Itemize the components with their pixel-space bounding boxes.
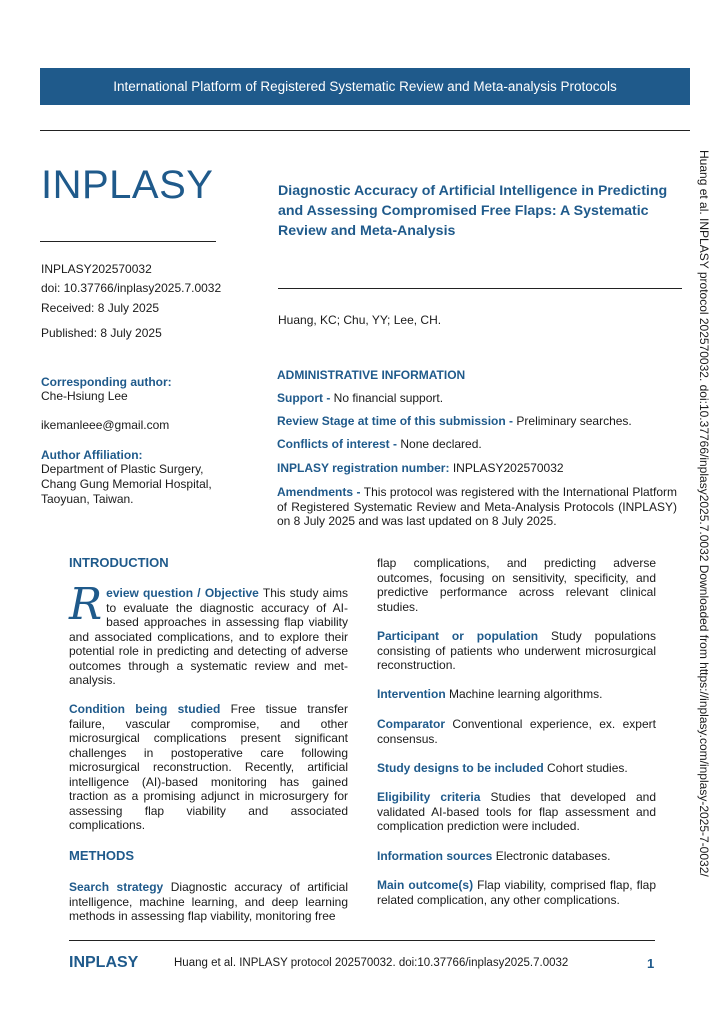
- conflicts-label: Conflicts of interest -: [277, 437, 398, 451]
- eligibility-text: Studies that developed and validated AI-based tools for flap assessment and complication prediction were included.: [377, 790, 656, 833]
- support-label: Support -: [277, 391, 331, 405]
- search-strategy-paragraph: [69, 880, 348, 924]
- information-sources-paragraph: [377, 849, 656, 864]
- affiliation-line: Department of Plastic Surgery,: [41, 462, 204, 476]
- intervention-label: Intervention: [377, 687, 446, 701]
- registration-number-label: INPLASY registration number:: [277, 461, 450, 475]
- condition-text: Free tissue transfer failure, vascular compromise, and other microsurgical complications present significant challenges in postoperative care following microsurgical reconstruction. Recently, artificial intelligence (AI)-based monitoring has gained traction as a promising adjunct in microsurgery for assessing flap viability and associated complications.: [69, 702, 348, 832]
- main-outcomes-text: Flap viability, comprised flap, flap related complication, any other complications.: [377, 878, 657, 907]
- study-designs-label: Study designs to be included: [377, 761, 544, 775]
- comparator-text: Conventional experience, ex. expert consensus.: [377, 717, 656, 746]
- search-strategy-continued: flap complications, and predicting adverse outcomes, focusing on sensitivity, specificity, and predictive performance across relevant clinical studies.: [377, 556, 656, 614]
- eligibility-label: Eligibility criteria: [377, 790, 481, 804]
- main-outcomes-paragraph: [377, 878, 656, 907]
- study-designs-text: Cohort studies.: [543, 761, 628, 775]
- affiliation-heading: Author Affiliation:: [41, 448, 143, 462]
- header-banner: [40, 68, 690, 105]
- participant-text: Study populations consisting of patients who underwent microsurgical reconstruction.: [377, 629, 656, 672]
- comparator-paragraph: [377, 717, 656, 746]
- comparator-label: Comparator: [377, 717, 446, 731]
- received-date: Received: 8 July 2025: [41, 301, 160, 315]
- registration-id: INPLASY202570032: [41, 262, 152, 276]
- support-value: No financial support.: [330, 391, 444, 405]
- side-citation: Huang et al. INPLASY protocol 202570032. doi:10.37766/inplasy2025.7.0032 Downloaded from https://inplasy.com/inplasy-2025-7-0032/: [697, 150, 711, 877]
- doi[interactable]: doi: 10.37766/inplasy2025.7.0032: [41, 281, 222, 295]
- article-title: Diagnostic Accuracy of Artificial Intelligence in Predicting and Assessing Compromised Free Flaps: A Systematic Review and Meta-Analysis: [278, 183, 668, 239]
- review-question-text: This study aims to evaluate the diagnostic accuracy of AI-based approaches in assessing flap viability and associated complications, and to explore their potential role in predicting and detecting of adverse outcomes through a systematic review and met-analysis.: [69, 586, 348, 687]
- amendments-label: Amendments -: [277, 485, 361, 499]
- affiliation-line: Chang Gung Memorial Hospital,: [41, 477, 212, 491]
- intervention-paragraph: [377, 687, 656, 702]
- dropcap-letter: R: [69, 579, 103, 630]
- introduction-heading: INTRODUCTION: [69, 555, 169, 570]
- participant-label: Participant or population: [377, 629, 539, 643]
- footer-rule: [69, 940, 655, 941]
- admin-registration-number: [277, 461, 677, 476]
- affiliation-line: Taoyuan, Taiwan.: [41, 492, 134, 506]
- footer-brand: INPLASY: [69, 954, 139, 971]
- methods-heading: METHODS: [69, 848, 134, 863]
- corresponding-author-email[interactable]: ikemanleee@gmail.com: [41, 418, 170, 432]
- admin-review-stage: [277, 414, 677, 429]
- review-stage-label: Review Stage at time of this submission -: [277, 414, 514, 428]
- amendments-value: This protocol was registered with the International Platform of Registered Systematic Review and Meta-Analysis Protocols (INPLASY) on 8 July 2025 and was last updated on 8 July 2025.: [277, 485, 677, 528]
- admin-conflicts: [277, 437, 677, 452]
- condition-paragraph: [69, 702, 348, 833]
- study-designs-paragraph: [377, 761, 656, 776]
- intervention-text: Machine learning algorithms.: [445, 687, 603, 701]
- inplasy-logo: INPLASY: [41, 163, 214, 207]
- corresponding-author-heading: Corresponding author:: [41, 375, 172, 389]
- title-rule: [278, 288, 682, 289]
- logo-rule: [40, 241, 216, 242]
- information-sources-text: Electronic databases.: [492, 849, 611, 863]
- page-number: 1: [647, 956, 655, 971]
- eligibility-paragraph: [377, 790, 656, 834]
- review-question-label: eview question / Objective: [106, 586, 259, 600]
- corresponding-author-name: Che-Hsiung Lee: [41, 389, 128, 403]
- admin-amendments: [277, 485, 677, 529]
- published-date: Published: 8 July 2025: [41, 326, 162, 340]
- admin-heading: ADMINISTRATIVE INFORMATION: [277, 368, 466, 382]
- information-sources-label: Information sources: [377, 849, 493, 863]
- conflicts-value: None declared.: [397, 437, 482, 451]
- search-strategy-label: Search strategy: [69, 880, 164, 894]
- top-rule: [40, 130, 690, 131]
- condition-label: Condition being studied: [69, 702, 221, 716]
- participant-paragraph: [377, 629, 656, 673]
- search-strategy-text: Diagnostic accuracy of artificial intelligence, machine learning, and deep learning methods in assessing flap viability, monitoring free: [69, 880, 348, 923]
- admin-support: [277, 391, 677, 406]
- banner-text: International Platform of Registered Systematic Review and Meta-analysis Protocols: [113, 79, 617, 94]
- main-outcomes-label: Main outcome(s): [377, 878, 474, 892]
- authors: Huang, KC; Chu, YY; Lee, CH.: [278, 313, 442, 327]
- review-stage-value: Preliminary searches.: [513, 414, 632, 428]
- footer-citation: Huang et al. INPLASY protocol 202570032. doi:10.37766/inplasy2025.7.0032: [174, 957, 569, 969]
- registration-number-value: INPLASY202570032: [449, 461, 564, 475]
- review-question-paragraph: [69, 579, 348, 688]
